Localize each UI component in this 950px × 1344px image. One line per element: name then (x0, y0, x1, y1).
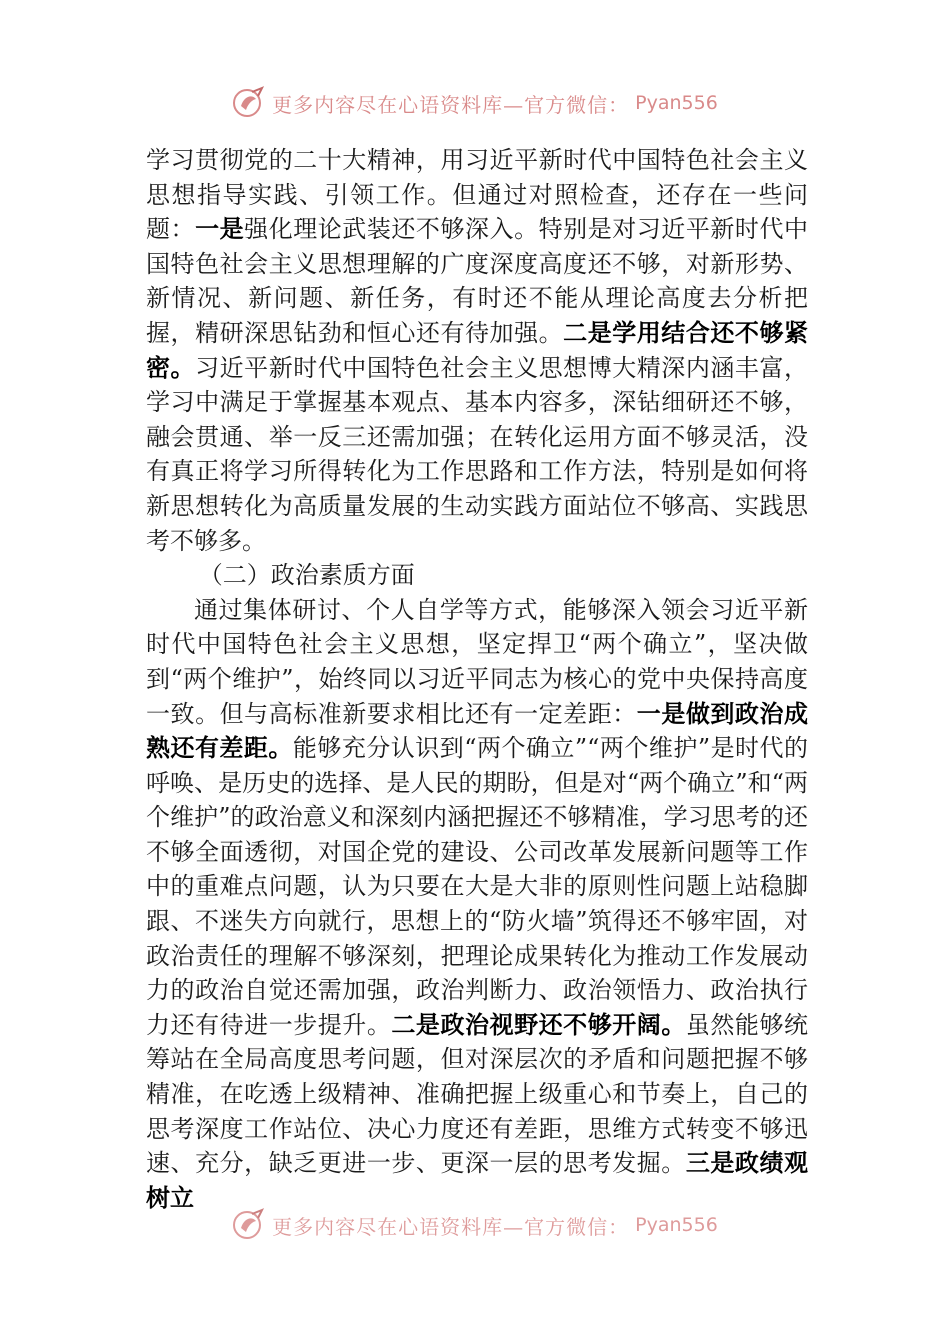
section-heading (146, 558, 808, 593)
bold-run: 三是政绩观树立 (146, 1148, 809, 1212)
brand-logo-icon (232, 1208, 266, 1242)
text-run: 虽然能够统筹站在全局高度思考问题，但对深层次的矛盾和问题把握不够精准，在吃透上级精神、准确把握上级重心和节奏上，自己的思考深度工作站位、决心力度还有差距，思维方式转变不够迅速、充分，缺乏更进一步、更深一层的思考发掘。 (146, 1010, 809, 1178)
bold-run: 一是 (195, 214, 245, 244)
text-run: 学习贯彻党的二十大精神，用习近平新时代中国特色社会主义思想指导实践、引领工作。但通过对照检查，还存在一些问题： (146, 146, 808, 244)
text-run: （二）政治素质方面 (198, 561, 415, 590)
text-run: 习近平新时代中国特色社会主义思想博大精深内涵丰富，学习中满足于掌握基本观点、基本内容多，深钻细研还不够，融会贯通、举一反三还需加强；在转化运用方面不够灵活，没有真正将学习所得转化为工作思路和工作方法，特别是如何将新思想转化为高质量发展的生动实践方面站位不够高、实践思考不够多。 (146, 353, 808, 555)
footer-watermark (0, 1208, 950, 1242)
bold-run: 一是做到政治成熟还有差距。 (146, 698, 809, 763)
watermark-text: 更多内容尽在心语资料库—官方微信： (272, 92, 630, 117)
watermark-text: 更多内容尽在心语资料库—官方微信： (272, 1214, 630, 1239)
bold-run: 二是学用结合还不够紧密。 (146, 317, 809, 382)
paragraph (146, 593, 808, 1216)
text-run: 能够充分认识到“两个确立”“两个维护”是时代的呼唤、是历史的选择、是人民的期盼，但是对“两个确立”和“两个维护”的政治意义和深刻内涵把握还不够精准，学习思考的还不够全面透彻，对国企党的建设、公司改革发展新问题等工作中的重难点问题，认为只要在大是大非的原则性问题上站稳脚跟、不迷失方向就行，思想上的“防火墙”筑得还不够牢固，对政治责任的理解不够深刻，把理论成果转化为推动工作发展动力的政治自觉还需加强，政治判断力、政治领悟力、政治执行力还有待进一步提升。 (146, 734, 809, 1039)
header-watermark (0, 86, 950, 120)
paragraph (146, 143, 808, 558)
text-run: 通过集体研讨、个人自学等方式，能够深入领会习近平新时代中国特色社会主义思想，坚定捍卫“两个确立”，坚决做到“两个维护”，始终同以习近平同志为核心的党中央保持高度一致。但与高标准新要求相比还有一定差距： (146, 595, 808, 728)
text-run: 强化理论武装还不够深入。特别是对习近平新时代中国特色社会主义思想理解的广度深度高度还不够，对新形势、新情况、新问题、新任务，有时还不能从理论高度去分析把握，精研深思钻劲和恒心还有待加强。 (146, 215, 809, 347)
brand-logo-icon (232, 86, 266, 120)
watermark-id: Pyan556 (635, 92, 718, 114)
bold-run: 二是政治视野还不够开阔。 (391, 1009, 686, 1039)
watermark-id: Pyan556 (635, 1214, 718, 1236)
document-body (146, 143, 808, 1215)
